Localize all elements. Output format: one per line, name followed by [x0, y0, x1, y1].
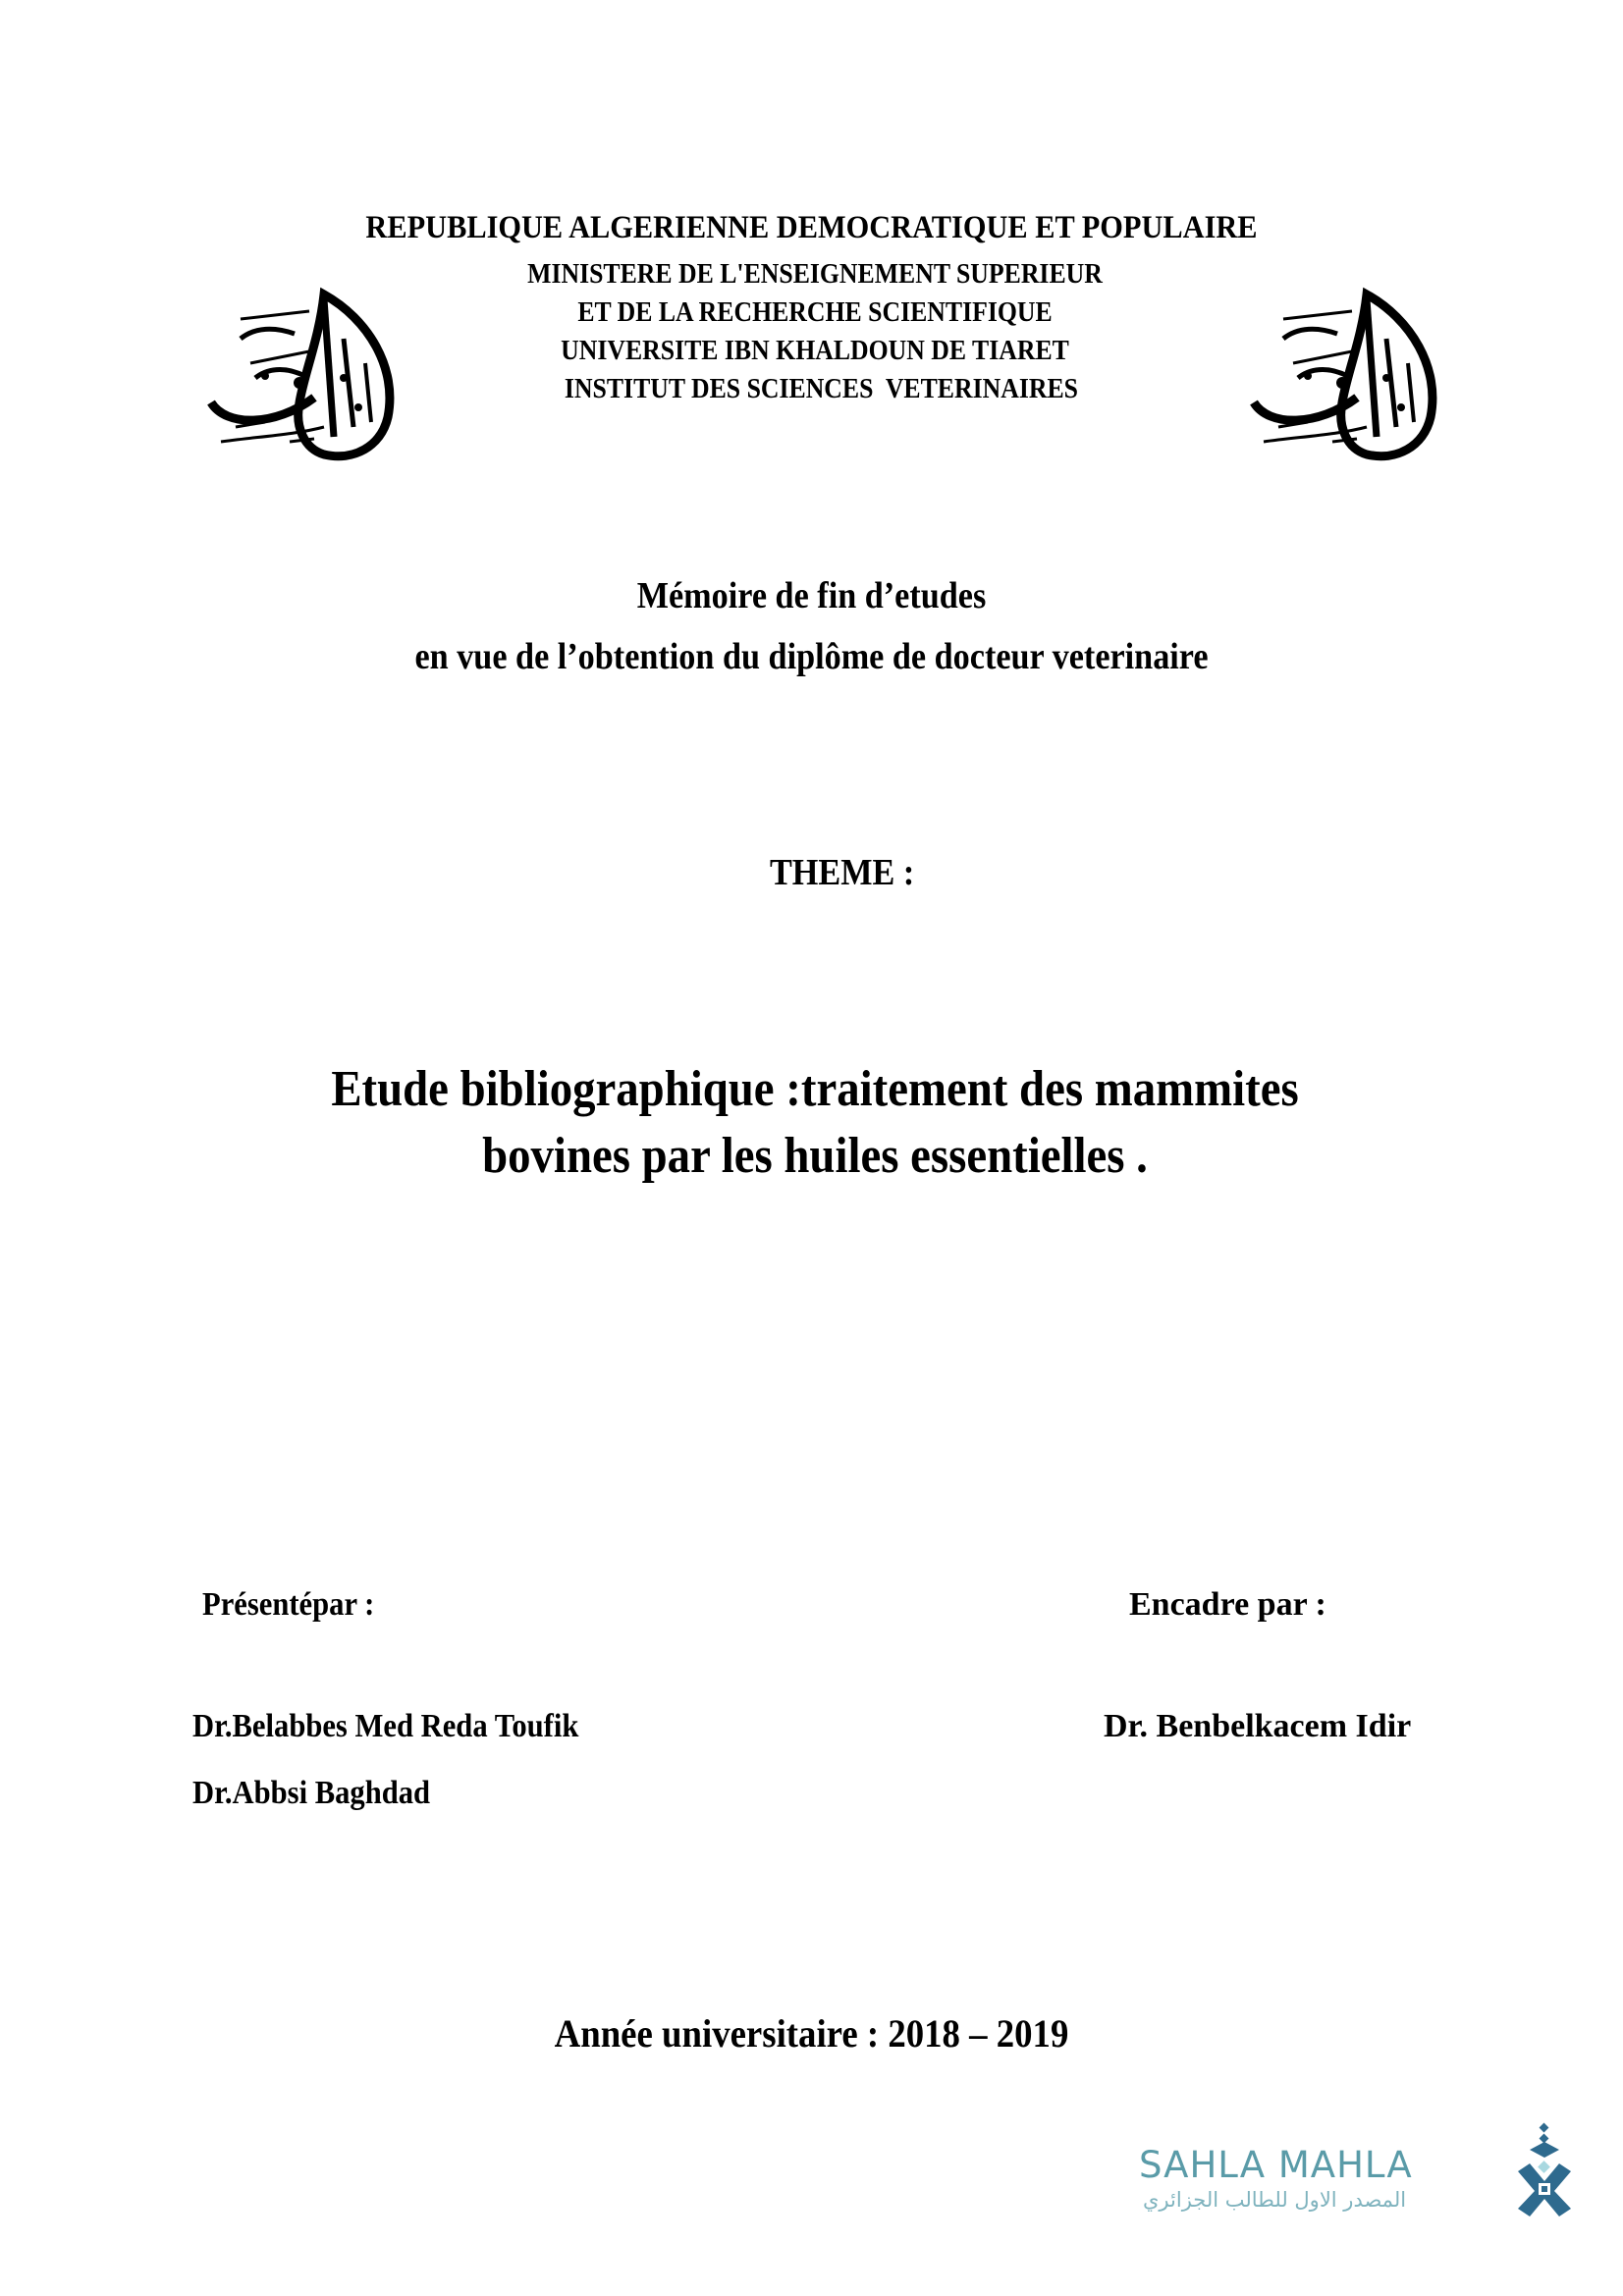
ministry-line: MINISTERE DE L'ENSEIGNEMENT SUPERIEUR [527, 259, 1103, 290]
student-name: Dr.Abbsi Baghdad [192, 1775, 431, 1811]
student-name: Dr.Belabbes Med Reda Toufik [192, 1708, 579, 1744]
watermark-brand: SAHLA MAHLA [1139, 2144, 1413, 2186]
watermark-tagline: المصدر الاول للطالب الجزائري [1143, 2188, 1407, 2212]
subject-line-1: Etude bibliographique :traitement des mammites [331, 1061, 1299, 1117]
presented-by-label: Présentépar : [202, 1586, 375, 1623]
institution-block [426, 255, 1203, 408]
university-line: UNIVERSITE IBN KHALDOUN DE TIARET [561, 336, 1069, 366]
university-logo-left [196, 280, 412, 466]
supervisor-name: Dr. Benbelkacem Idir [1104, 1708, 1412, 1744]
university-logo-right [1239, 280, 1455, 466]
sahla-mahla-emblem-icon [1510, 2122, 1579, 2220]
academic-year: Année universitaire : 2018 – 2019 [554, 2011, 1069, 2056]
memoire-title: Mémoire de fin d’etudes [636, 575, 987, 616]
research-line: ET DE LA RECHERCHE SCIENTIFIQUE [577, 297, 1053, 328]
calligraphy-logo-icon [1239, 280, 1455, 466]
calligraphy-logo-icon [196, 280, 412, 466]
institute-line: INSTITUT DES SCIENCES VETERINAIRES [552, 374, 1078, 404]
theme-label: THEME : [770, 852, 915, 893]
memoire-subtitle: en vue de l’obtention du diplôme de docteur veterinaire [414, 636, 1209, 677]
memoire-block [81, 565, 1542, 687]
sahla-mahla-watermark [1137, 2122, 1579, 2230]
republic-heading: REPUBLIQUE ALGERIENNE DEMOCRATIQUE ET POPULAIRE [365, 210, 1258, 245]
supervised-by-label: Encadre par : [1129, 1586, 1326, 1623]
thesis-subject [81, 1056, 1548, 1190]
subject-line-2: bovines par les huiles essentielles . [482, 1128, 1148, 1184]
